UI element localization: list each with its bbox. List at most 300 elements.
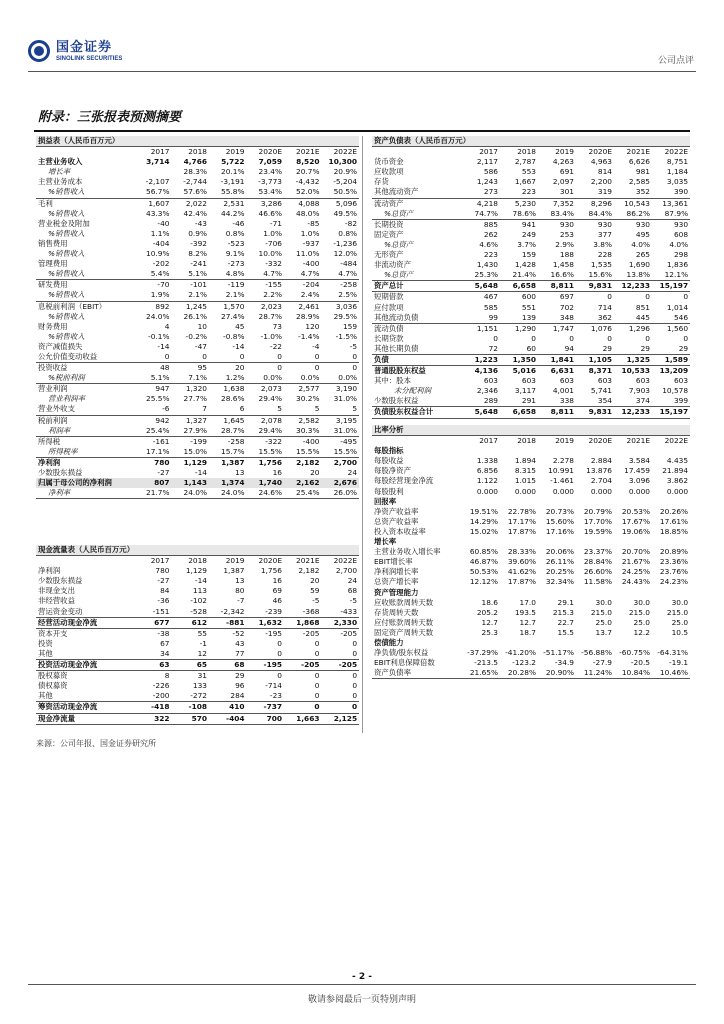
row-value: -82 <box>345 218 358 228</box>
row-value: 2,585 <box>628 177 650 187</box>
row-value: 55 <box>172 628 210 639</box>
row-value: 8 <box>134 671 172 682</box>
table-row <box>372 386 690 396</box>
row-value: 0 <box>277 638 282 648</box>
row-value: 1,430 <box>476 260 498 270</box>
row-value: 4.7% <box>263 269 282 279</box>
page-header <box>0 0 724 80</box>
row-value: -4,432 <box>295 177 320 187</box>
row-value: 2,200 <box>590 177 612 187</box>
row-value <box>652 537 690 547</box>
row-value: -5 <box>312 596 320 606</box>
row-value: 12,233 <box>614 281 652 292</box>
row-value: 1.0% <box>300 228 320 238</box>
row-label: 净资产收益率 <box>374 506 419 516</box>
table-row <box>372 476 690 486</box>
table-row <box>372 577 690 587</box>
row-value: 700 <box>247 713 285 724</box>
table-title: 损益表（人民币百万元） <box>36 136 359 147</box>
year-header: 2019 <box>209 147 247 158</box>
row-value: 0 <box>614 292 652 303</box>
row-label: %销售收入 <box>48 290 85 300</box>
row-value: 15,197 <box>652 407 690 418</box>
table-row <box>372 270 690 281</box>
year-header: 2019 <box>538 147 576 158</box>
row-value: 68 <box>209 660 247 671</box>
row-value: 12.7 <box>519 617 536 627</box>
row-value: -392 <box>190 238 207 248</box>
row-value: -404 <box>152 238 170 248</box>
row-value: 23.37% <box>583 547 612 557</box>
row-value: -1.4% <box>298 331 320 341</box>
row-label: 现金净流量 <box>36 713 134 724</box>
row-value: 15.7% <box>221 446 245 456</box>
row-value: 0 <box>352 681 358 691</box>
row-value: 6.856 <box>476 466 498 476</box>
row-value <box>614 638 652 648</box>
row-value: 1,632 <box>247 617 285 628</box>
row-label: 少数股东权益 <box>374 396 419 406</box>
row-label: 股权募资 <box>36 671 134 682</box>
row-value: -102 <box>190 596 207 606</box>
row-label: 营业利润率 <box>48 394 85 404</box>
row-value: 28.33% <box>507 547 536 557</box>
row-label: 净负债/股东权益 <box>374 648 429 658</box>
row-label: 资产总计 <box>372 281 462 292</box>
table-row <box>36 249 359 259</box>
title-divider <box>34 130 690 132</box>
row-value: 67 <box>160 638 170 648</box>
row-value: 24.23% <box>659 577 689 587</box>
row-value: 603 <box>559 376 574 386</box>
row-value: 4.6% <box>479 239 498 249</box>
row-value: 24.43% <box>621 577 650 587</box>
row-value: 20.26% <box>659 506 689 516</box>
row-value: 6,631 <box>538 366 576 377</box>
row-value: 3,117 <box>514 386 536 396</box>
row-value: 4.435 <box>666 456 689 466</box>
row-label: 应收账款周转天数 <box>374 597 434 607</box>
row-value: -205 <box>284 660 322 671</box>
table-row <box>36 219 359 229</box>
row-value: 1,458 <box>552 260 574 270</box>
row-value: 780 <box>155 566 170 576</box>
row-value: 2.5% <box>338 290 358 300</box>
row-value: 20 <box>209 363 247 374</box>
row-value: 27.7% <box>183 394 207 404</box>
row-value: -5 <box>349 596 358 606</box>
row-value: -43 <box>194 218 207 228</box>
row-value: -14 <box>194 468 207 477</box>
cash-flow-table <box>36 545 359 725</box>
table-title-row <box>372 425 690 436</box>
row-value: 22.7 <box>557 617 574 627</box>
row-value: 4,766 <box>183 157 207 167</box>
row-value: 4.7% <box>300 269 320 279</box>
row-value: 13.8% <box>626 270 650 280</box>
row-value: 0.8% <box>225 228 245 238</box>
row-value: 28.84% <box>583 557 612 567</box>
row-value: 1,868 <box>284 617 322 628</box>
year-header: 2017 <box>134 556 172 567</box>
row-value: 0.000 <box>552 486 574 496</box>
row-value: 3.8% <box>593 239 612 249</box>
row-value: 20.70% <box>621 547 650 557</box>
row-value: 319 <box>597 187 612 197</box>
row-value: -5,204 <box>333 177 358 187</box>
row-label: 归属于母公司的净利润 <box>36 478 134 488</box>
row-value: 2,023 <box>247 301 285 312</box>
row-value: 1,296 <box>614 323 652 334</box>
row-value: -70 <box>134 280 172 291</box>
row-value: 2,346 <box>476 386 498 396</box>
row-value: 8.2% <box>188 249 207 259</box>
row-value: 60.85% <box>469 547 498 557</box>
row-value: -14 <box>232 341 245 351</box>
row-label: 货币资金 <box>374 157 404 167</box>
row-value: 193.5 <box>514 607 536 617</box>
row-value: 2.1% <box>225 290 245 300</box>
row-value: 29.1 <box>557 597 574 607</box>
row-value: 546 <box>673 312 689 322</box>
row-label: 无形资产 <box>374 250 404 260</box>
row-value: 3,286 <box>247 198 285 209</box>
row-value: 21.7% <box>134 488 172 499</box>
row-value: 600 <box>500 292 538 303</box>
row-value: 5,096 <box>322 198 360 209</box>
row-value: 390 <box>673 187 689 197</box>
table-row <box>36 322 359 332</box>
row-value: 885 <box>462 219 500 230</box>
row-value: 25.3% <box>474 270 498 280</box>
table-row <box>36 566 359 576</box>
row-value: 44.2% <box>221 208 245 218</box>
row-value: 495 <box>635 229 650 239</box>
row-value: 26.11% <box>545 557 574 567</box>
row-value: 0 <box>493 333 498 343</box>
row-value: 348 <box>559 312 574 322</box>
row-value: 780 <box>134 457 172 468</box>
row-label: 营业利润 <box>36 384 134 395</box>
table-title: 比率分析 <box>372 425 690 436</box>
row-value: 25.5% <box>146 394 170 404</box>
table-row <box>36 457 359 468</box>
row-value: 18.6 <box>481 597 498 607</box>
row-value: -64.31% <box>657 648 689 658</box>
row-value: 0 <box>284 671 322 682</box>
table-row <box>36 713 359 724</box>
row-value: 1.9% <box>150 290 170 300</box>
row-value: 2,073 <box>247 384 285 395</box>
row-value: 25.4% <box>284 488 322 499</box>
row-value: 87.9% <box>664 208 689 218</box>
row-value: 16.6% <box>550 270 574 280</box>
row-value: 0 <box>322 671 360 682</box>
row-label: 公允价值变动收益 <box>38 351 98 361</box>
row-value: 17.16% <box>545 526 574 536</box>
row-value: 12.1% <box>664 270 689 280</box>
row-value: 15.6% <box>588 270 612 280</box>
row-value <box>576 446 614 456</box>
row-value: -40 <box>157 218 170 228</box>
row-value: 1,740 <box>247 478 285 488</box>
row-value: 1,290 <box>500 323 538 334</box>
row-value: 4.0% <box>631 239 650 249</box>
row-value: 0.000 <box>476 486 498 496</box>
row-value: 21.65% <box>462 668 500 679</box>
row-value: 3,195 <box>322 415 360 426</box>
row-value: -258 <box>322 280 360 291</box>
row-value: 298 <box>673 250 689 260</box>
footer-divider <box>28 984 696 985</box>
row-value: -239 <box>265 606 282 616</box>
row-value: 24.0% <box>146 311 170 321</box>
row-value: 52.0% <box>296 187 320 197</box>
row-value: 96 <box>235 681 245 691</box>
row-value: 1,756 <box>260 566 282 576</box>
row-value: 1.338 <box>476 456 498 466</box>
table-row <box>36 352 359 363</box>
table-title-row <box>36 545 359 556</box>
row-value: 20.28% <box>500 668 538 679</box>
row-value: 1,243 <box>476 177 498 187</box>
row-value: 12,233 <box>614 407 652 418</box>
logo-english-name: SINOLINK SECURITIES <box>56 55 123 62</box>
row-value: 0 <box>284 363 322 374</box>
row-label: 资产减值损失 <box>38 341 83 351</box>
row-value: 19.51% <box>469 506 498 516</box>
row-value: 0 <box>314 351 320 361</box>
row-value: 8,296 <box>576 198 614 209</box>
table-row <box>36 639 359 649</box>
row-value: 930 <box>614 219 652 230</box>
row-value: 0 <box>164 351 170 361</box>
row-value: 0 <box>314 638 320 648</box>
table-row <box>36 447 359 458</box>
row-value: 8,520 <box>296 157 320 167</box>
row-label: 净利率 <box>36 488 134 499</box>
row-value <box>500 497 538 507</box>
row-label: %销售收入 <box>48 249 85 259</box>
row-label: 应付款项 <box>374 302 404 312</box>
row-value: -714 <box>265 681 282 691</box>
table-row <box>372 167 690 177</box>
row-value: 72 <box>488 343 498 353</box>
row-value: 2.9% <box>555 239 574 249</box>
row-label: 经营活动现金净流 <box>36 617 134 628</box>
row-value: 1,143 <box>172 478 210 488</box>
row-label: %总资产 <box>384 208 414 218</box>
row-value: 586 <box>483 167 498 177</box>
row-value: 445 <box>635 312 650 322</box>
table-row <box>372 366 690 377</box>
row-value: 29 <box>209 671 247 682</box>
table-row <box>36 702 359 713</box>
year-header: 2022E <box>322 556 360 567</box>
row-value: 697 <box>538 292 576 303</box>
row-value: -60.75% <box>619 648 650 658</box>
row-value: -199 <box>172 436 210 447</box>
row-value: 46.87% <box>469 557 498 567</box>
year-header: 2020E <box>576 147 614 158</box>
row-value: 215.0 <box>628 607 650 617</box>
row-label: 管理费用 <box>38 259 68 269</box>
row-value: 1,535 <box>590 260 612 270</box>
row-label: 未分配利润 <box>394 386 431 396</box>
table-row <box>36 177 359 187</box>
year-header: 2020E <box>247 556 285 567</box>
row-value: 24.0% <box>172 488 210 499</box>
row-label: 其他 <box>38 648 53 658</box>
row-value: 99 <box>488 312 498 322</box>
row-value: 159 <box>342 321 358 331</box>
row-value: 43 <box>235 638 245 648</box>
row-value: 26.1% <box>183 311 207 321</box>
row-label: 销售费用 <box>38 238 68 248</box>
row-value: 4.0% <box>669 239 689 249</box>
table-row <box>36 384 359 395</box>
table-row <box>372 209 690 220</box>
row-label: 主营业务成本 <box>38 177 83 187</box>
row-value: 3.862 <box>666 476 689 486</box>
year-header: 2019 <box>538 436 576 447</box>
table-row <box>36 342 359 352</box>
row-value: 8,811 <box>538 281 576 292</box>
row-value: -14 <box>157 341 170 351</box>
source-note: 来源：公司年报、国金证券研究所 <box>36 739 156 748</box>
row-value: 23.4% <box>258 167 282 177</box>
row-value: 17.1% <box>146 446 170 456</box>
table-row <box>372 407 690 418</box>
table-row <box>372 487 690 497</box>
table-row <box>36 301 359 312</box>
row-value: 18.85% <box>659 526 689 536</box>
table-row <box>372 618 690 628</box>
row-value: 20.90% <box>538 668 576 679</box>
row-value: 0 <box>239 351 245 361</box>
row-label: 应收款项 <box>374 167 404 177</box>
table-row <box>36 628 359 639</box>
table-row <box>372 598 690 608</box>
table-row <box>372 334 690 344</box>
row-label: 所得税 <box>36 436 134 447</box>
row-value: 63 <box>134 660 172 671</box>
table-row <box>372 648 690 658</box>
row-label: %销售收入 <box>48 331 85 341</box>
row-value: -0.8% <box>223 331 245 341</box>
row-value: 2,582 <box>284 415 322 426</box>
row-value: 57.6% <box>183 187 207 197</box>
row-value: 284 <box>230 691 245 701</box>
column-divider <box>362 136 363 733</box>
row-label: 负债股东权益合计 <box>372 407 462 418</box>
row-value <box>652 588 690 598</box>
row-value <box>576 638 614 648</box>
table-row <box>36 269 359 280</box>
row-label: 投入资本收益率 <box>374 526 426 536</box>
row-label: 每股经营现金净流 <box>374 476 434 486</box>
row-value: 94 <box>564 343 574 353</box>
row-value <box>576 537 614 547</box>
row-value: 21.4% <box>512 270 536 280</box>
row-value: 205.2 <box>476 607 498 617</box>
header-divider <box>28 71 696 72</box>
row-value <box>500 638 538 648</box>
row-value <box>614 497 652 507</box>
row-value: 15.5 <box>557 627 574 637</box>
row-value: 28.9% <box>296 311 320 321</box>
row-value: 0 <box>607 333 612 343</box>
row-value: -36 <box>157 596 170 606</box>
row-value: 1,589 <box>652 354 690 365</box>
row-value: 2.278 <box>552 456 574 466</box>
row-label: 负债 <box>372 354 462 365</box>
row-label: 研发费用 <box>36 280 134 291</box>
row-value: -7 <box>237 596 245 606</box>
row-value: 50.53% <box>469 567 498 577</box>
row-value: 28.7% <box>221 425 245 435</box>
row-value: 8,751 <box>666 157 689 167</box>
row-value: 1.2% <box>225 373 245 383</box>
row-value: 8,811 <box>538 407 576 418</box>
logo-chinese-name: 国金证券 <box>56 39 113 55</box>
table-row <box>372 260 690 270</box>
row-value: 7 <box>202 404 207 414</box>
row-value: 354 <box>597 396 612 406</box>
row-value: 9,831 <box>576 281 614 292</box>
year-header: 2022E <box>322 147 360 158</box>
row-value: 65 <box>172 660 210 671</box>
row-value: 1,836 <box>666 260 689 270</box>
row-value <box>576 497 614 507</box>
row-value: 25.3 <box>481 627 498 637</box>
row-value: 2,700 <box>322 457 360 468</box>
row-value: 30.0 <box>633 597 650 607</box>
row-label: 回报率 <box>374 496 397 506</box>
row-value: 301 <box>559 187 574 197</box>
table-row <box>372 557 690 567</box>
row-value: 30.3% <box>296 425 320 435</box>
table-row <box>36 596 359 606</box>
row-value: 0 <box>322 363 360 374</box>
table-row <box>36 312 359 322</box>
table-row <box>36 671 359 682</box>
table-row <box>372 446 690 456</box>
row-value: 377 <box>597 229 612 239</box>
row-value: -226 <box>152 681 170 691</box>
row-label: 所得税率 <box>48 446 78 456</box>
row-label: 投资收益 <box>36 363 134 374</box>
row-label: 每股净资产 <box>374 466 411 476</box>
table-row <box>372 527 690 537</box>
row-label: 其中：股本 <box>374 376 411 386</box>
row-value: -706 <box>265 238 282 248</box>
row-label: %销售收入 <box>48 208 85 218</box>
row-value: 59 <box>310 586 320 596</box>
row-value: 570 <box>172 713 210 724</box>
row-value: 352 <box>635 187 650 197</box>
table-row <box>36 332 359 342</box>
year-header: 2018 <box>172 147 210 158</box>
balance-sheet-table <box>372 136 690 419</box>
row-value: 930 <box>538 219 576 230</box>
row-value: 83.4% <box>550 208 574 218</box>
table-row <box>36 607 359 618</box>
row-value: 139 <box>521 312 536 322</box>
row-value <box>614 537 652 547</box>
row-value: 25.0 <box>633 617 650 627</box>
row-value: 0.0% <box>263 373 282 383</box>
